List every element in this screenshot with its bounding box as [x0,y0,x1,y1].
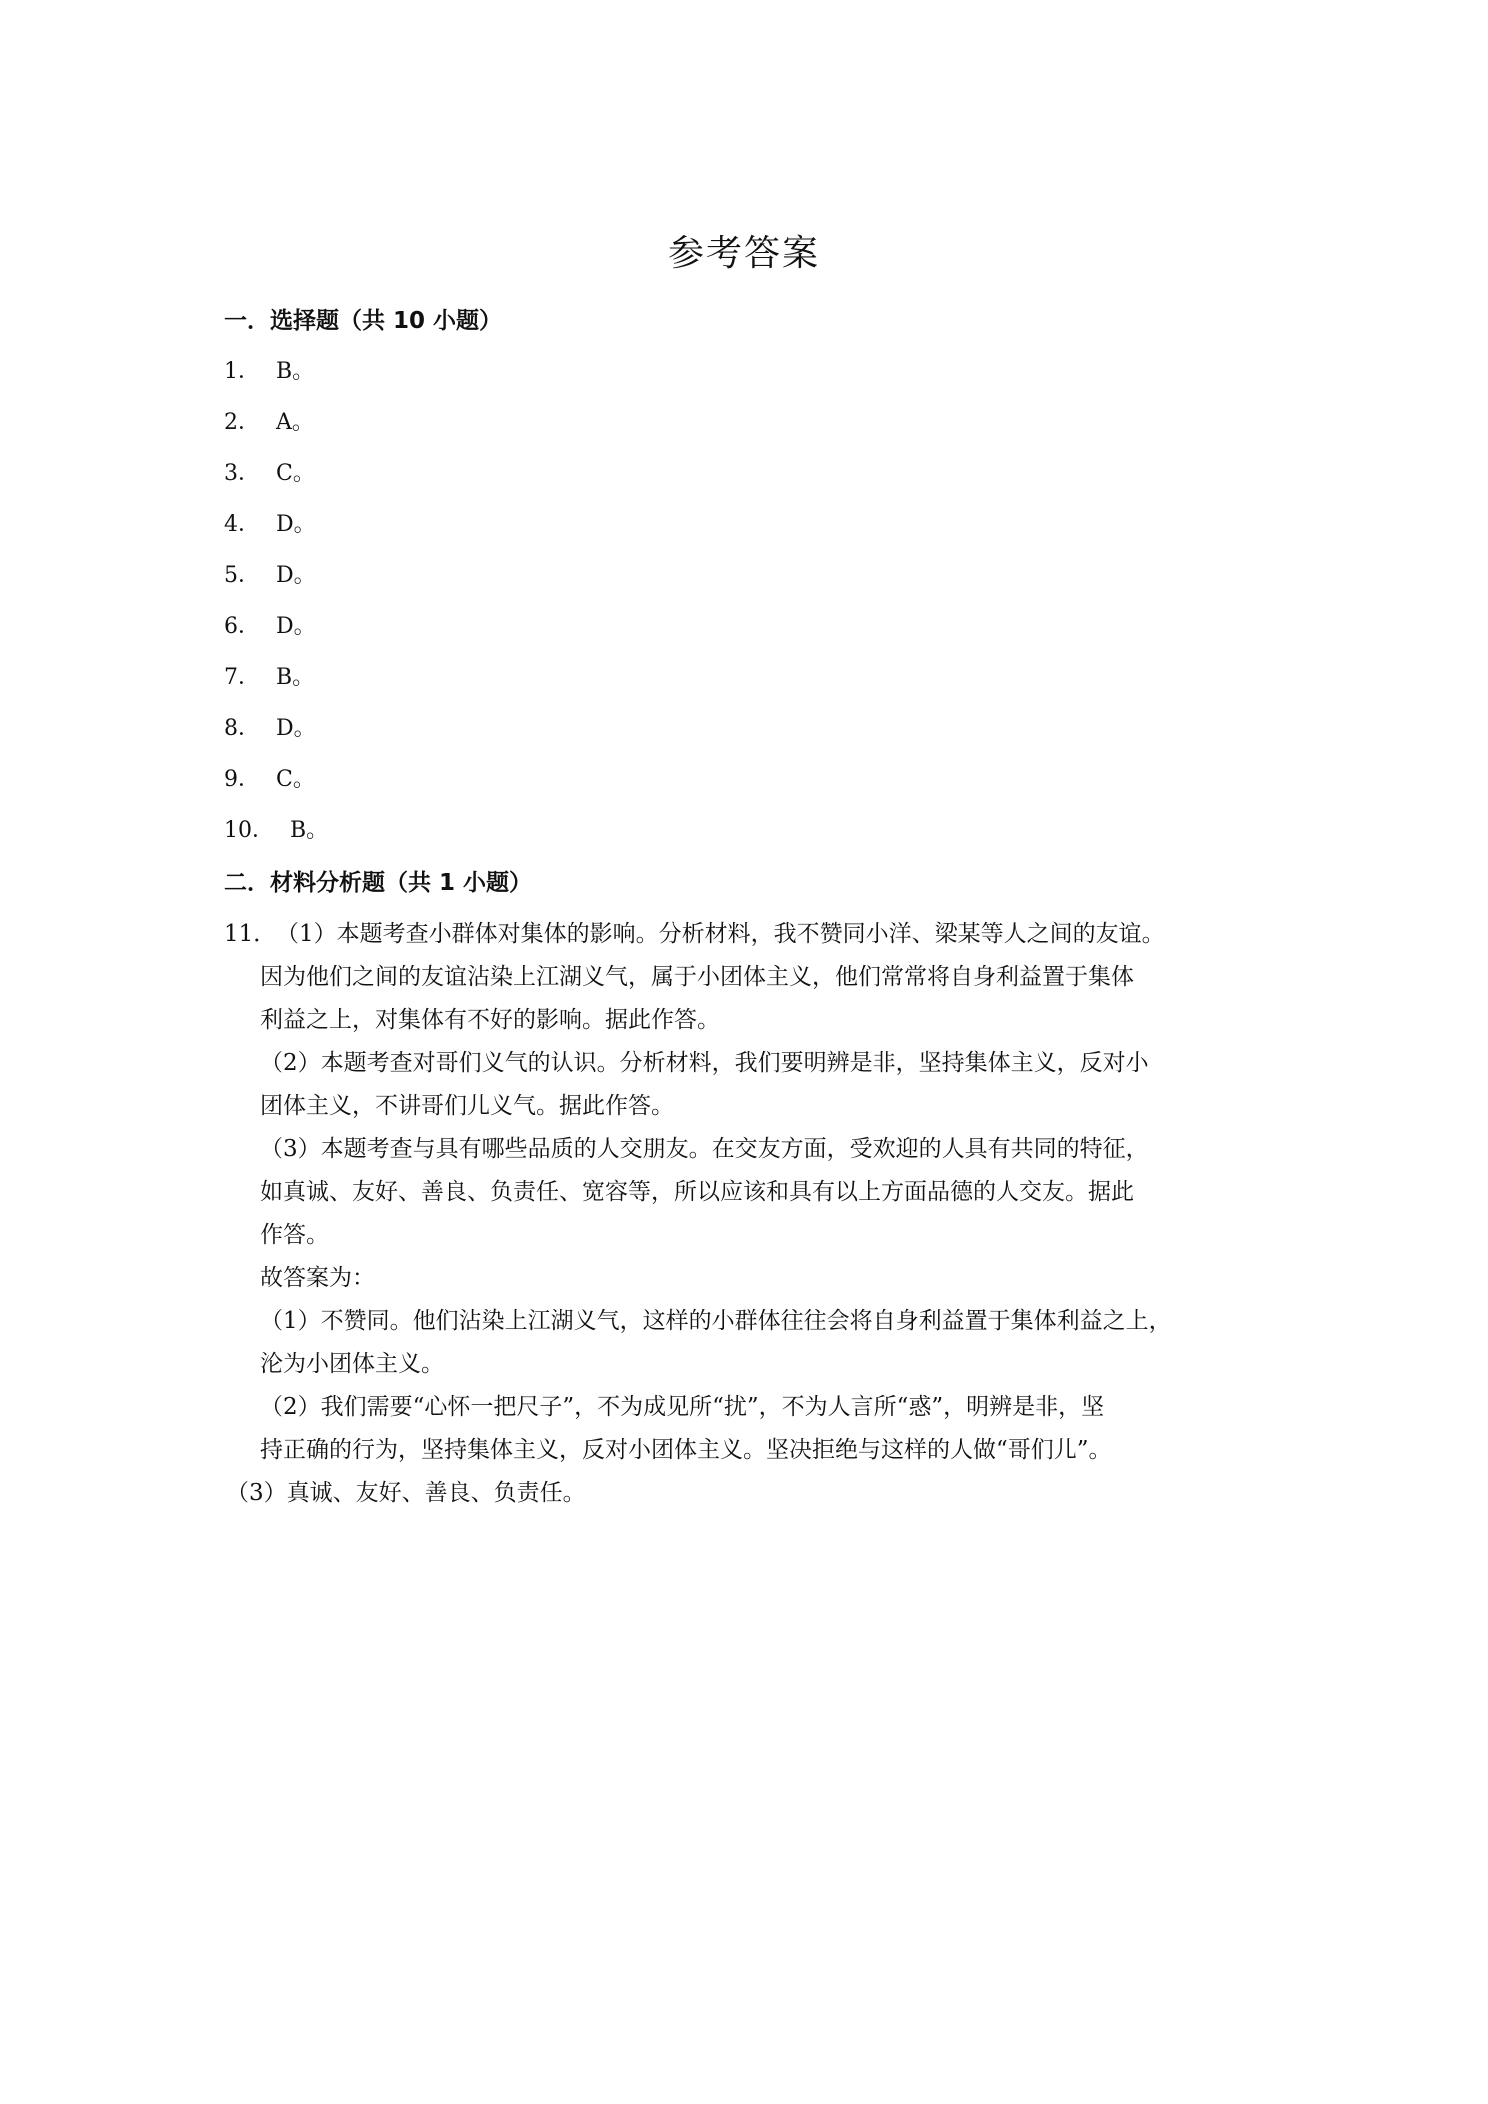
answer-value: C。 [276,461,315,486]
answer-line: （3）本题考查与具有哪些品质的人交朋友。在交友方面，受欢迎的人具有共同的特征， [260,1136,1149,1162]
answer-value: B。 [290,818,329,843]
answer-value: D。 [276,614,316,639]
section-heading-material-analysis: 二．材料分析题（共 1 小题） [224,870,533,896]
answer-line: （3）真诚、友好、善良、负责任。 [226,1480,586,1506]
answer-item [224,612,328,663]
answer-number: 2． [224,410,260,435]
answer-item [224,510,328,561]
answer-text: （1）本题考查小群体对集体的影响。分析材料，我不赞同小洋、梁某等人之间的友谊。 [276,921,1165,947]
answer-line: （2）我们需要“心怀一把尺子”，不为成见所“扰”，不为人言所“惑”，明辨是非，坚 [260,1394,1105,1420]
answer-line: 团体主义，不讲哥们儿义气。据此作答。 [260,1093,674,1119]
answer-line: （2）本题考查对哥们义气的认识。分析材料，我们要明辨是非，坚持集体主义，反对小 [260,1050,1149,1076]
answer-line: 故答案为： [260,1265,375,1291]
answer-value: A。 [276,410,314,435]
question-number: 11． [224,921,277,947]
answer-number: 3． [224,461,260,486]
answer-number: 1． [224,359,260,384]
answer-line: 作答。 [260,1222,329,1248]
answer-item [224,663,328,714]
answer-number: 8． [224,716,260,741]
answer-line: 因为他们之间的友谊沾染上江湖义气，属于小团体主义，他们常常将自身利益置于集体 [260,964,1134,990]
answer-list [224,357,328,867]
answer-value: B。 [276,359,315,384]
section-heading-choice: 一．选择题（共 10 小题） [224,308,503,334]
answer-value: D。 [276,512,316,537]
answer-item [224,765,328,816]
answer-value: B。 [276,665,315,690]
answer-item [224,714,328,765]
answer-number: 9． [224,767,260,792]
answer-number: 7． [224,665,260,690]
answer-line: （1）不赞同。他们沾染上江湖义气，这样的小群体往往会将自身利益置于集体利益之上， [260,1308,1172,1334]
page-title: 参考答案 [667,233,820,274]
answer-item [224,357,328,408]
answer-item [224,459,328,510]
answer-item [224,408,328,459]
answer-value: C。 [276,767,315,792]
answer-item [224,816,328,867]
answer-number: 10． [224,818,274,843]
answer-line: 沦为小团体主义。 [260,1351,444,1377]
answer-value: D。 [276,563,316,588]
answer-line: 利益之上，对集体有不好的影响。据此作答。 [260,1007,720,1033]
answer-value: D。 [276,716,316,741]
answer-number: 5． [224,563,260,588]
answer-item [224,561,328,612]
question-11-answer [224,913,1274,1515]
answer-number: 4． [224,512,260,537]
answer-number: 6． [224,614,260,639]
answer-line: 如真诚、友好、善良、负责任、宽容等，所以应该和具有以上方面品德的人交友。据此 [260,1179,1134,1205]
answer-line [224,913,1274,956]
answer-line: 持正确的行为，坚持集体主义，反对小团体主义。坚决拒绝与这样的人做“哥们儿”。 [260,1437,1112,1463]
